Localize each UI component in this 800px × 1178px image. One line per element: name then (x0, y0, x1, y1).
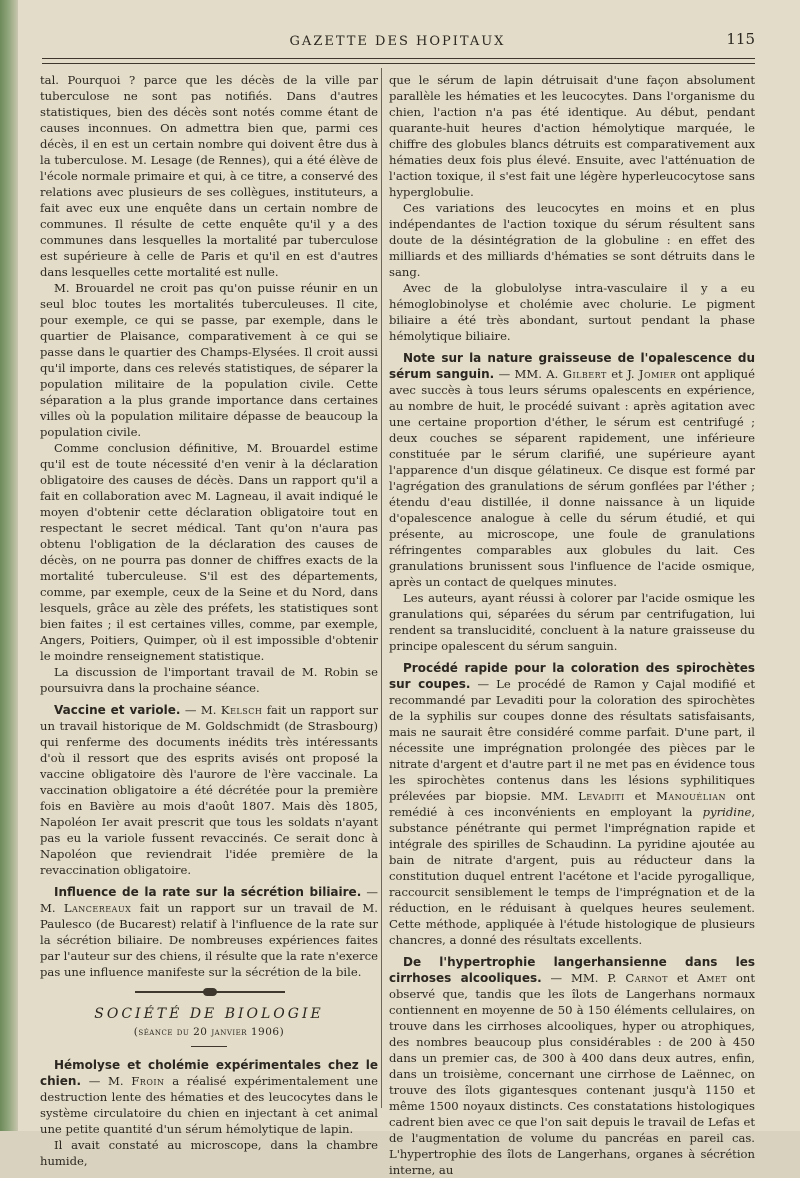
author-name: Manouélian (655, 789, 727, 803)
section-hemolyse (40, 1057, 378, 1137)
paragraph: tal. Pourquoi ? parce que les décès de la ville par tuberculose ne sont pas notifiés. Dans d'autres statistiques, bien des décès sont notés comme étant de causes inconnues. On admettra bien que, parmi ces décès, il en est un certain nombre qui doivent être dus à la tuberculose. M. Lesage (de Rennes), qui a été élève de l'école normale primaire et qui, à ce titre, a conservé des relations avec plusieurs de ses collègues, instituteurs, a fait avec eux une enquête dans un certain nombre de communes. Il résulte de cette enquête qu'il y a des communes dans lesquelles la mortalité par tuberculose est supérieure à celle de Paris et qu'il en est d'autres dans lesquelles cette mortalité est nulle. (40, 73, 378, 279)
section-vaccine (40, 702, 378, 878)
paragraph: Avec de la globulolyse intra-vasculaire il y a eu hémoglobinolyse et cholémie avec cholurie. Le pigment biliaire a été très abondant, surtout pendant la phase hémolytique biliaire. (389, 281, 755, 343)
session-date: (séance du 20 janvier 1906) (133, 1026, 285, 1038)
author-name: Carnot (625, 971, 668, 985)
right-column (389, 72, 755, 1178)
italic-term: pyridine (702, 805, 752, 819)
author-name: Jomier (638, 367, 677, 381)
section-title: Vaccine et variole. (54, 703, 181, 717)
section-title: De l'hypertrophie langerhansienne dans les cirrhoses alcooliques. (389, 955, 755, 985)
paragraph: Les auteurs, ayant réussi à colorer par l'acide osmique les granulations qui, séparées du sérum par centrifugation, lui rendent sa translucidité, concluent à la nature graisseuse du principe opalescent du sérum sanguin. (389, 591, 755, 653)
paragraph: que le sérum de lapin détruisait d'une façon absolument parallèle les hématies et les leucocytes. Dans l'organisme du chien, l'action n'a pas été identique. Au début, pendant quarante-huit heures d'action hémolytique marquée, le chiffre des globules blancs détruits est comparativement aux hématies deux fois plus élevé. Ensuite, avec l'atténuation de l'action toxique, il s'est fait une légère hyperleucocytose sans hyperglobulie. (389, 73, 755, 199)
section-opalescence (389, 350, 755, 590)
running-header (40, 30, 755, 52)
section-body: a réalisé expérimentalement une destruction lente des hématies et des leucocytes dans le système circulatoire du chien en injectant à cet animal une petite quantité d'un sérum hémolytique de lapin. (40, 1074, 378, 1136)
paragraph: Il avait constaté au microscope, dans la chambre humide, (40, 1138, 378, 1168)
author-name: Levaditi (578, 789, 625, 803)
connector: et J. (606, 367, 639, 381)
author-name: Kelsch (220, 703, 263, 717)
section-body: , substance pénétrante qui permet l'imprégnation rapide et intégrale des spirilles de Schaudinn. La pyridine ajoutée au bain de nitrate d'argent, puis au réducteur dans la constitution duquel entrent l'acétone et l'acide pyrogallique, raccourcit sensiblement le temps de l'imprégnation et de la réduction, en le réduisant à quelques heures seulement. Cette méthode, appliquée à l'étude histologique de plusieurs chancres, a donné des résultats excellents. (389, 805, 755, 947)
section-body: fait un rapport sur un travail de M. Paulesco (de Bucarest) relatif à l'influence de la rate sur la sécrétion biliaire. De nombreuses expériences faites par l'auteur sur des chiens, il résulte que la rate n'exerce pas une influence manifeste sur la sécrétion de la bile. (40, 901, 378, 979)
section-spirochetes (389, 660, 755, 948)
connector: et (624, 789, 656, 803)
column-divider (381, 68, 382, 1108)
author-name: Lancereaux (63, 901, 132, 915)
short-rule (191, 1046, 227, 1047)
dash: — M. (81, 1074, 132, 1088)
section-hypertrophie (389, 954, 755, 1178)
author-name: Gilbert (562, 367, 607, 381)
section-title: Note sur la nature graisseuse de l'opalescence du sérum sanguin. (389, 351, 755, 381)
section-title: Influence de la rate sur la sécrétion biliaire. (54, 885, 362, 899)
dash: — M. (40, 885, 378, 915)
connector: et (667, 971, 698, 985)
paragraph: La discussion de l'important travail de M. Robin se poursuivra dans la prochaine séance. (40, 665, 378, 695)
left-column (40, 72, 378, 1169)
dash: — M. (180, 703, 221, 717)
ornament-divider (40, 988, 378, 996)
paragraph: Ces variations des leucocytes en moins et en plus indépendantes de l'action toxique du sérum résultent sans doute de la désintégration de la globuline : en effet des milliards et des milliards d'hématies se sont détruits dans le sang. (389, 201, 755, 279)
section-title: Procédé rapide pour la coloration des spirochètes sur coupes. (389, 661, 755, 691)
section-body: fait un rapport sur un travail historique de M. Goldschmidt (de Strasbourg) qui renferme des documents inédits très intéressants d'où il ressort que des esprits avisés ont proposé la vaccine obligatoire dès l'aurore de l'ère vaccinale. La vaccination obligatoire a été décrétée pour la première fois en Bavière au mois d'août 1807. Mais dès 1805, Napoléon Ier avait prescrit que tous les soldats n'ayant pas eu la variole fussent revaccinés. Ce serait donc à Napoléon que reviendrait l'idée première de la revaccination obligatoire. (40, 703, 378, 877)
section-body: ont observé que, tandis que les îlots de Langerhans normaux contiennent en moyenne de 50 à 150 éléments cellulaires, on trouve dans les cirrhoses alcooliques, hyper ou atrophiques, des nombres beaucoup plus considérables : de 200 à 450 dans un premier cas, de 300 à 400 dans deux autres, enfin, dans un troisième, concernant une cirrhose de Laënnec, on trouve des îlots gigantesques contenant jusqu'à 1150 et même 1500 noyaux distincts. Ces constatations histologiques cadrent bien avec ce que l'on sait depuis le travail de Lefas et de l'augmentation de volume du pancréas en pareil cas. L'hypertrophie des îlots de Langerhans, organes à sécrétion interne, au (389, 971, 755, 1177)
section-body: ont appliqué avec succès à tous leurs sérums opalescents en expérience, au nombre de huit, le procédé suivant : après agitation avec une certaine proportion d'éther, le sérum est centrifugé ; deux couches se séparent rapidement, une inférieure constituée par le sérum clarifié, une supérieure ayant l'apparence d'un disque gélatineux. Ce disque est formé par l'agrégation des granulations de sérum gonflées par l'éther ; étendu d'eau distillée, il donne naissance à un liquide d'opalescence analogue à celle du sérum étudié, et qui présente, au microscope, une foule de granulations réfringentes comparables aux globules du lait. Ces granulations brunissent sous l'influence de l'acide osmique, après un contact de quelques minutes. (389, 367, 755, 589)
section-bile (40, 884, 378, 980)
binding-spine (0, 0, 18, 1131)
ornament-dot (203, 988, 217, 996)
dash: — MM. A. (494, 367, 563, 381)
paragraph: M. Brouardel ne croit pas qu'on puisse réunir en un seul bloc toutes les mortalités tuberculeuses. Il cite, pour exemple, ce qui se passe, par exemple, dans le quartier de Plaisance, comparativement à ce qui se passe dans le quartier des Champs-Elysées. Il croit aussi qu'il importe, dans ces relevés statistiques, de séparer la population militaire de la population civile. Cette séparation a la plus grande importance dans certaines villes où la population militaire dépasse de beaucoup la population civile. (40, 281, 378, 439)
page-number: 115 (726, 30, 755, 48)
header-rule (42, 58, 755, 64)
author-name: Amet (697, 971, 727, 985)
section-title: Hémolyse et cholémie expérimentales chez le chien. (40, 1058, 378, 1088)
author-name: Froin (131, 1074, 165, 1088)
society-heading: SOCIÉTÉ DE BIOLOGIE (94, 1006, 324, 1022)
paragraph: Comme conclusion définitive, M. Brouardel estime qu'il est de toute nécessité d'en venir à la déclaration obligatoire des causes de décès. Dans un rapport qu'il a fait en collaboration avec M. Lagneau, il avait indiqué le moyen d'obtenir cette déclaration obligatoire tout en respectant le secret médical. Tant qu'on n'aura pas obtenu l'obligation de la déclaration des causes de décès, on ne pourra pas donner de chiffres exacts de la mortalité tuberculeuse. S'il est des départements, comme, par exemple, ceux de la Seine et du Nord, dans lesquels, grâce au zèle des préfets, les statistiques sont bien faites ; il est certaines villes, comme, par exemple, Angers, Poitiers, Quimper, où il est impossible d'obtenir le moindre renseignement statistique. (40, 441, 378, 663)
section-body: ont remédié à ces inconvénients en employant la (389, 789, 755, 819)
section-body: — Le procédé de Ramon y Cajal modifié et recommandé par Levaditi pour la coloration des spirochètes de la syphilis sur coupes donne des résultats satisfaisants, mais ne saurait être considéré comme parfait. D'une part, il nécessite une imprégnation prolongée des pièces par le nitrate d'argent et d'autre part il ne met pas en évidence tous les spirochètes contenus dans les lésions syphilitiques prélevées par biopsie. MM. (389, 677, 755, 803)
dash: — MM. P. (541, 971, 626, 985)
journal-title: GAZETTE DES HOPITAUX (289, 34, 506, 49)
